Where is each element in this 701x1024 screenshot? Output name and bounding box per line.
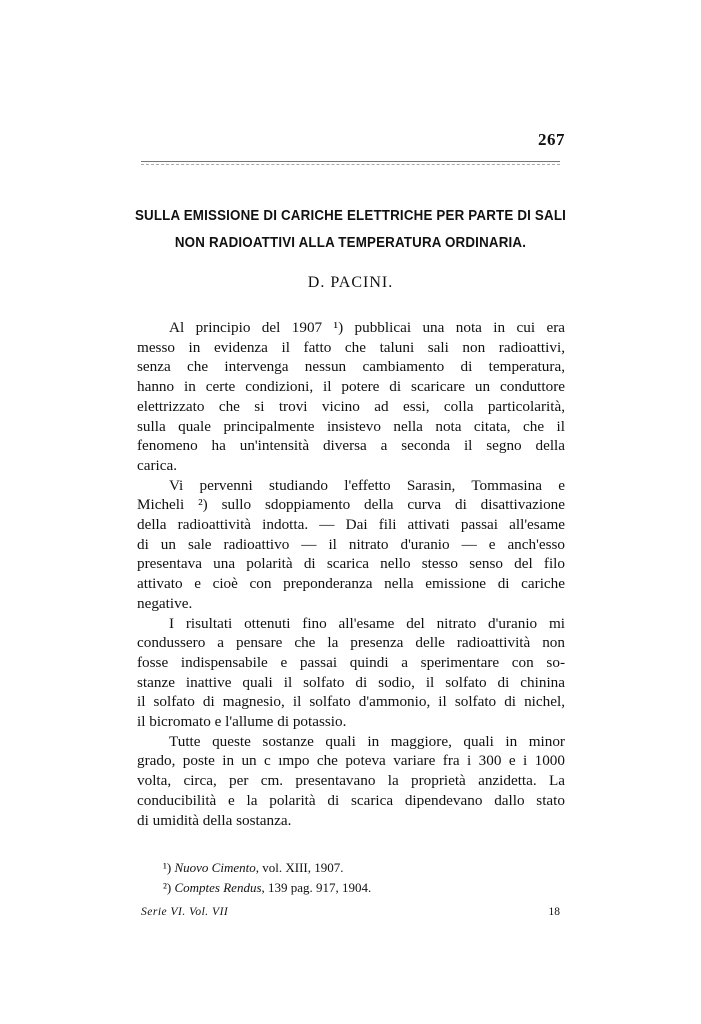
title-line-2: NON RADIOATTIVI ALLA TEMPERATURA ORDINARIA.: [174, 235, 527, 251]
text-line: fosse indispensabile e passai quindi a sperimentare con so-: [137, 653, 565, 671]
article-title: [120, 203, 581, 257]
signature-mark: 18: [548, 906, 560, 918]
text-line: della radioattività indotta. — Dai fili attivati passai all'esame: [137, 516, 565, 534]
footnote-rest: , 139 pag. 917, 1904.: [261, 880, 372, 895]
text-line: volta, circa, per cm. presentavano la proprietà anzidetta. La: [137, 772, 565, 790]
text-line: il bicromato e l'allume di potassio.: [137, 713, 347, 731]
text-line: di umidità della sostanza.: [137, 811, 292, 829]
text-line: Micheli ²) sullo sdoppiamento della curva di disattivazione: [137, 496, 565, 514]
paragraph-3: [137, 614, 565, 732]
paragraph-4: [137, 732, 565, 831]
text-line: attivato e cioè con preponderanza nella emissione di cariche: [137, 575, 565, 593]
header-rule: [141, 161, 560, 162]
text-line: il solfato di magnesio, il solfato d'ammonio, il solfato di nichel,: [137, 693, 565, 711]
footnote-mark: ¹): [163, 860, 172, 875]
text-line: condussero a pensare che la presenza delle radioattività non: [137, 634, 565, 652]
footnote-1: [163, 858, 371, 878]
text-line: conducibilità e la polarità di scarica dipendevano dallo stato: [137, 791, 565, 809]
text-line: elettrizzato che si trovi vicino ad essi, colla particolarità,: [137, 397, 565, 415]
title-line-1: SULLA EMISSIONE DI CARICHE ELETTRICHE PER PARTE DI SALI: [134, 208, 567, 224]
footnote-source: Comptes Rendus: [174, 880, 262, 895]
page-number: 267: [538, 130, 565, 149]
text-line: I risultati ottenuti fino all'esame del nitrato d'uranio mi: [169, 614, 565, 632]
text-line: hanno in certe condizioni, il potere di scaricare un conduttore: [137, 378, 565, 396]
text-line: negative.: [137, 594, 193, 612]
text-line: carica.: [137, 456, 178, 474]
paragraph-2: [137, 476, 565, 614]
page-footer: [141, 906, 560, 918]
text-line: di un sale radioattivo — il nitrato d'uranio — e anch'esso: [137, 535, 565, 553]
text-line: Vi pervenni studiando l'effetto Sarasin, Tommasina e: [169, 476, 565, 494]
footnote-rest: , vol. XIII, 1907.: [255, 860, 344, 875]
author: D. PACINI.: [307, 274, 394, 291]
text-line: grado, poste in un c ımpo che poteva variare fra i 300 e i 1000: [137, 752, 565, 770]
text-line: presentava una polarità di scarica nello stesso senso del filo: [137, 555, 565, 573]
paragraph-1: [137, 318, 565, 476]
text-line: fenomeno ha un'intensità diversa a seconda il segno della: [137, 437, 565, 455]
text-line: Al principio del 1907 ¹) pubblicai una nota in cui era: [169, 319, 565, 336]
text-line: senza che intervenga nessun cambiamento di temperatura,: [137, 358, 565, 376]
footnote-mark: ²): [163, 880, 172, 895]
footnotes: [163, 858, 371, 898]
footnote-source: Nuovo Cimento: [174, 860, 256, 875]
series-volume: Serie VI. Vol. VII: [141, 906, 229, 918]
text-line: Tutte queste sostanze quali in maggiore, quali in minor: [169, 732, 565, 750]
text-line: sulla quale principalmente insistevo nella nota citata, che il: [137, 417, 565, 435]
text-line: stanze inattive quali il solfato di sodio, il solfato di chinina: [137, 673, 565, 691]
body-text: [137, 318, 565, 830]
footnote-2: [163, 878, 371, 898]
text-line: messo in evidenza il fatto che taluni sali non radioattivi,: [137, 338, 565, 356]
